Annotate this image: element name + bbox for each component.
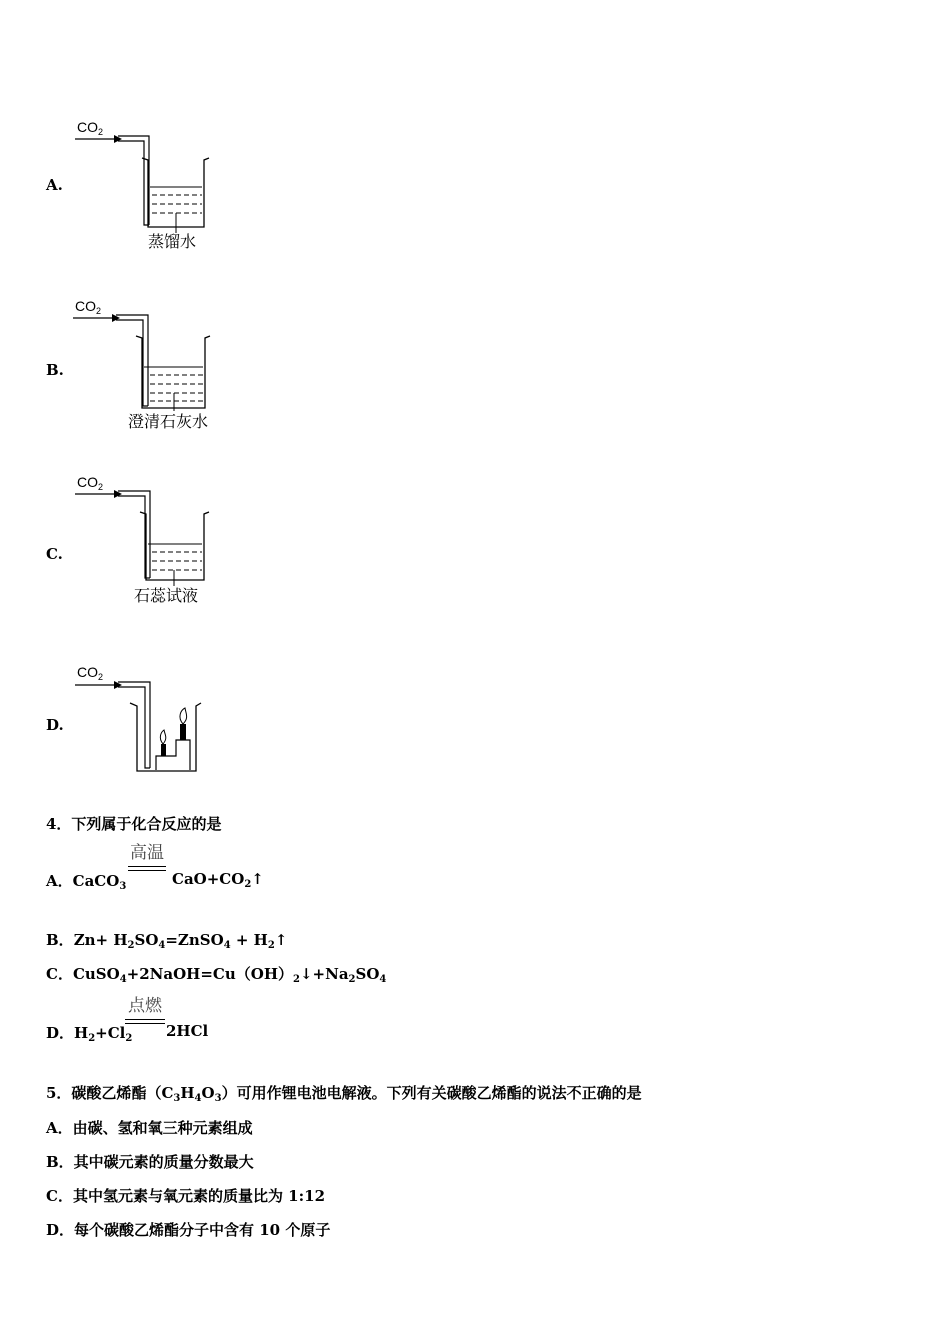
- gas-label: $CO_2$: [75, 298, 102, 316]
- apparatus-b-diagram: [70, 294, 240, 439]
- apparatus-c-diagram: [70, 470, 230, 610]
- option-b-label: B.: [46, 361, 64, 379]
- option-d-label: D.: [46, 716, 64, 734]
- q5-stem: 5．碳酸乙烯酯$(C_3H_4O_3)$可用作锂电池电解液。下列有关碳酸乙烯酯的说法不正确的是: [46, 1084, 642, 1104]
- q5-option-b: B．其中碳元素的质量分数最大: [46, 1153, 254, 1171]
- q5-option-c: C．其中氢元素与氧元素的质量比为 1:12: [46, 1187, 326, 1205]
- q4-d-condition: 点燃: [128, 996, 162, 1016]
- gas-label: $CO_2$: [77, 474, 104, 492]
- option-a-label: A.: [46, 176, 63, 194]
- q4-a-equals: [128, 866, 166, 871]
- q4-option-d: D．$H_2+Cl_2$: [46, 1024, 133, 1044]
- q4-a-condition: 高温: [130, 843, 164, 863]
- liquid-label: 石蕊试液: [134, 588, 199, 605]
- q5-option-d: D．每个碳酸乙烯酯分子中含有 10 个原子: [46, 1221, 331, 1239]
- q4-option-b: B．$Zn+ H_2SO_4=ZnSO_4$ + $H_2↑$: [46, 931, 288, 951]
- q4-option-c: C．$CuSO_4+2NaOH=Cu(OH)_2↓+Na_2SO_4$: [46, 965, 387, 985]
- apparatus-a-diagram: [70, 115, 230, 255]
- q4-stem: 4．下列属于化合反应的是: [46, 815, 222, 833]
- q4-d-equals: [125, 1019, 165, 1024]
- option-c-label: C.: [46, 545, 63, 563]
- q4-d-products: 2HCl: [166, 1022, 209, 1040]
- apparatus-d-diagram: [70, 660, 230, 780]
- q4-option-a: A．CaCO$_3$: [46, 872, 127, 892]
- upper-candle: [180, 724, 186, 740]
- gas-label: $CO_2$: [77, 664, 104, 682]
- lower-candle: [161, 744, 166, 756]
- liquid-label: 蒸馏水: [148, 234, 197, 251]
- gas-label: $CO_2$: [77, 119, 104, 137]
- q4-a-products: $CaO+CO_2↑$: [172, 870, 264, 890]
- liquid-label: 澄清石灰水: [128, 414, 209, 431]
- q5-option-a: A．由碳、氢和氧三种元素组成: [46, 1119, 253, 1137]
